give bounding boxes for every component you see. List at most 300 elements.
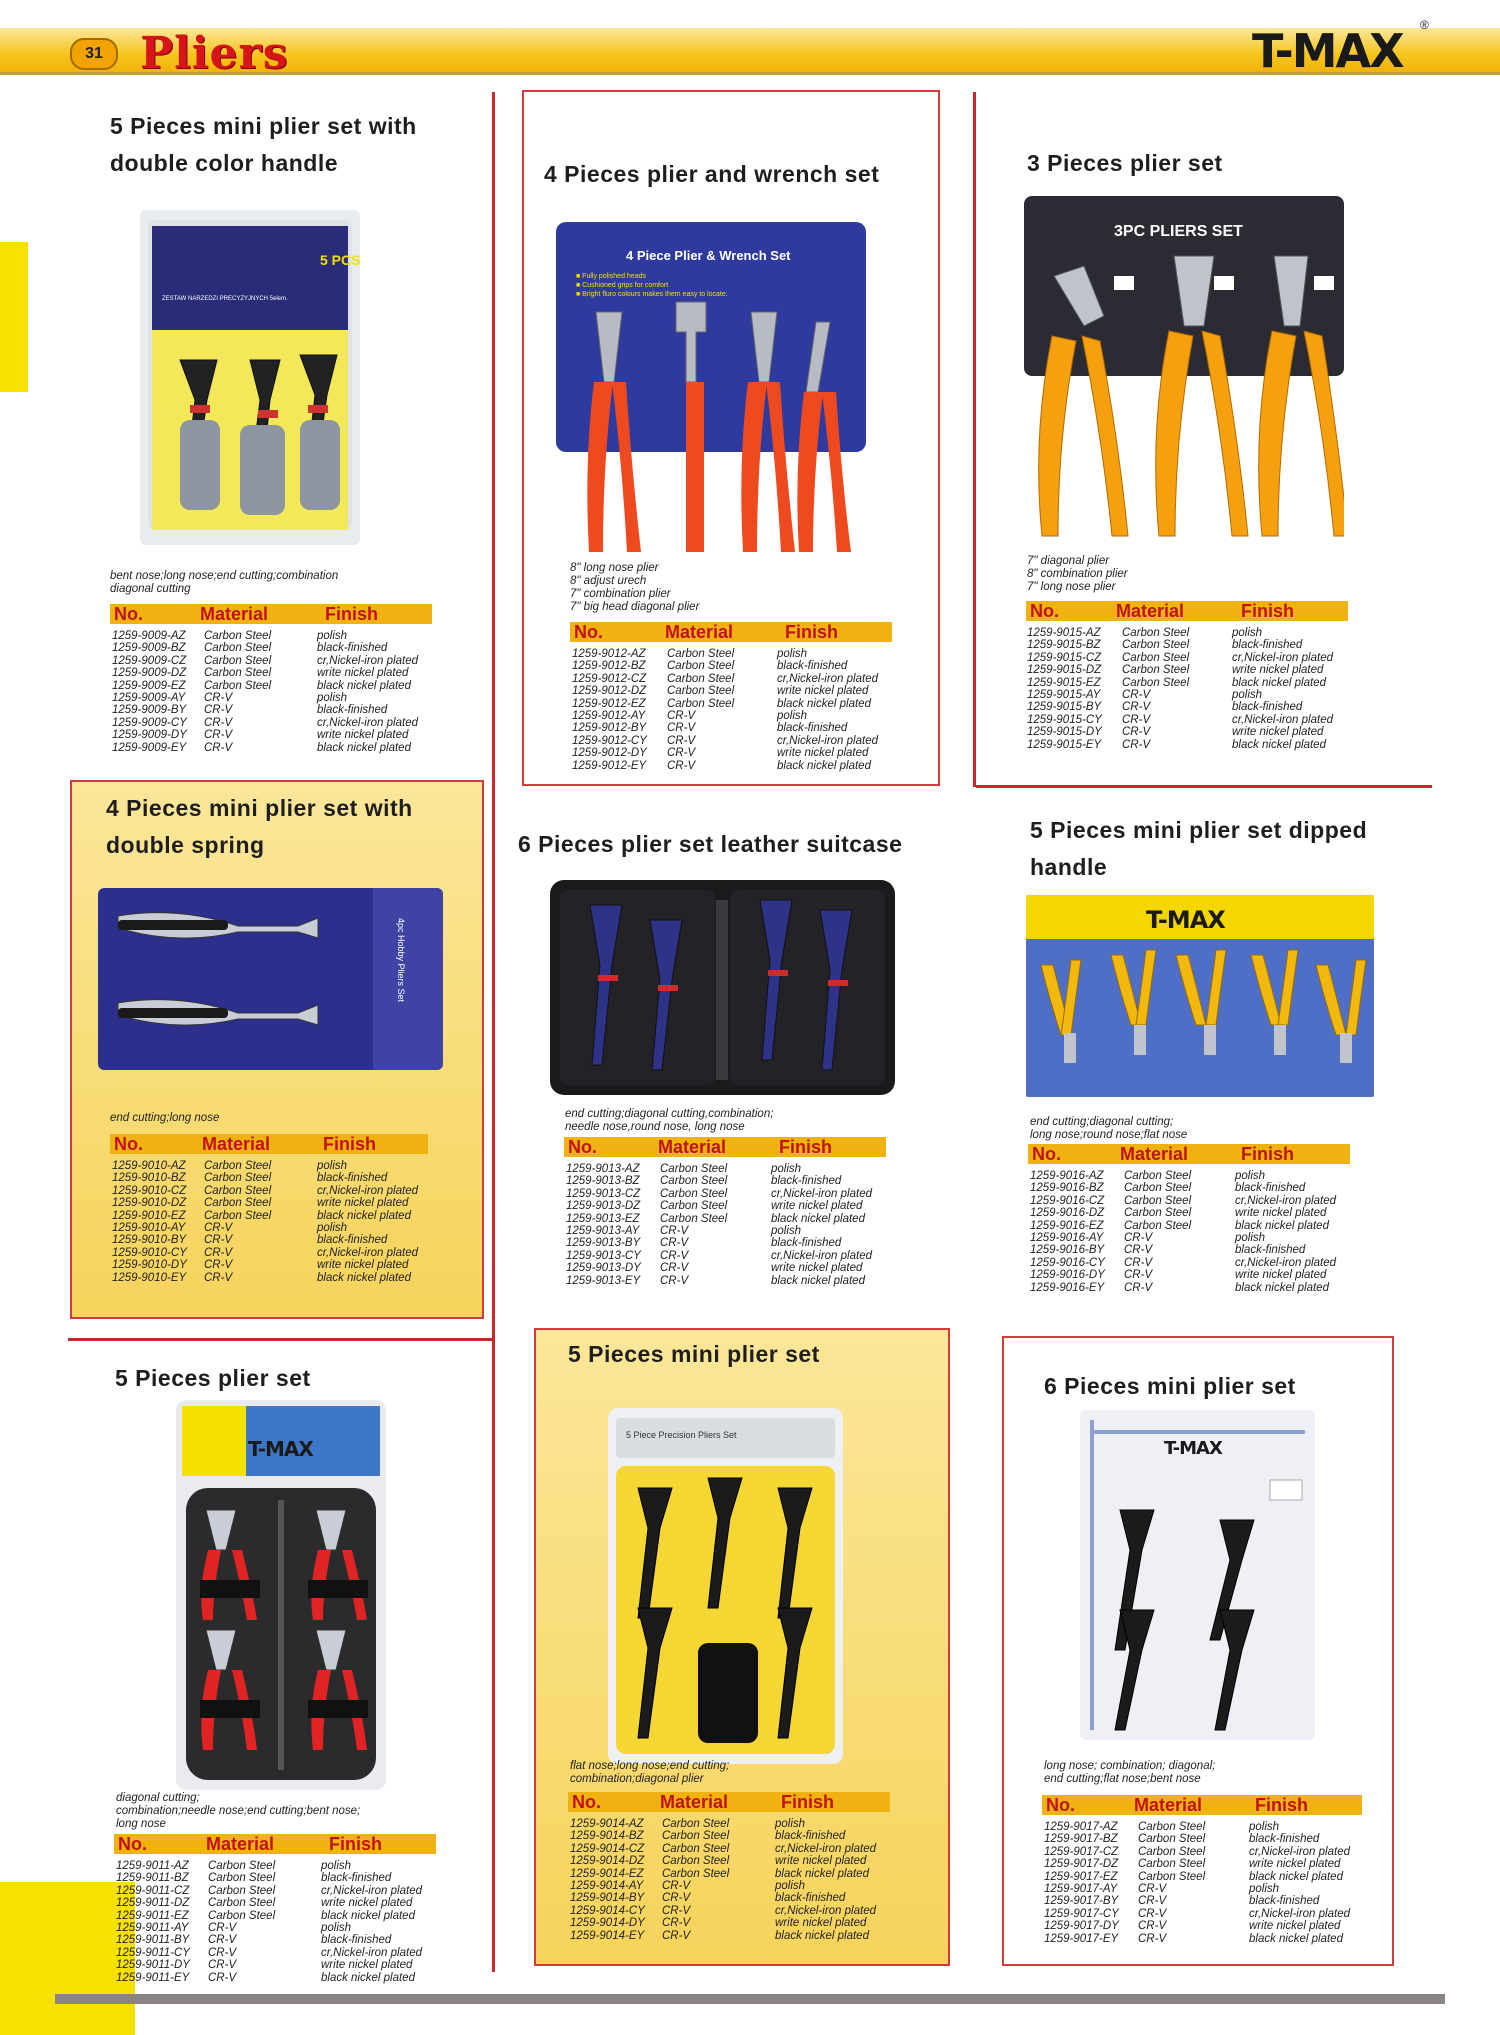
- plier-set-photo: [140, 210, 360, 545]
- cell-finish: cr,Nickel-iron plated: [775, 1904, 876, 1917]
- description-line: long nose; combination; diagonal;: [1044, 1760, 1216, 1772]
- cell-item-number: 1259-9013-DY: [566, 1262, 641, 1275]
- product-title: 5 Pieces mini plier set with double color handle: [110, 113, 417, 176]
- table-row: [570, 1930, 900, 1942]
- cell-material: CR-V: [1122, 738, 1151, 751]
- cell-finish: cr,Nickel-iron plated: [1235, 1194, 1336, 1207]
- cell-finish: write nickel plated: [321, 1959, 413, 1972]
- table-row: [112, 667, 442, 679]
- cell-finish: black-finished: [777, 660, 848, 673]
- cell-finish: black-finished: [1235, 1244, 1306, 1257]
- spec-table-header: [114, 1834, 436, 1854]
- cell-finish: polish: [1249, 1821, 1280, 1833]
- cell-material: Carbon Steel: [667, 685, 735, 698]
- description-line: 8" combination plier: [1027, 568, 1128, 580]
- cell-item-number: 1259-9011-CY: [116, 1946, 190, 1959]
- product-description: [1030, 1116, 1370, 1142]
- cell-material: CR-V: [660, 1262, 689, 1275]
- table-row: [566, 1200, 896, 1212]
- cell-material: Carbon Steel: [1138, 1833, 1206, 1846]
- cell-finish: polish: [1235, 1170, 1266, 1182]
- cell-item-number: 1259-9013-AY: [566, 1224, 640, 1237]
- cell-item-number: 1259-9017-DY: [1044, 1920, 1119, 1933]
- table-row: [1044, 1846, 1374, 1858]
- table-row: [1030, 1282, 1360, 1294]
- pack-label: 4 Piece Plier & Wrench Set: [626, 248, 791, 263]
- cell-material: CR-V: [1124, 1256, 1153, 1269]
- cell-item-number: 1259-9010-AY: [112, 1221, 186, 1234]
- table-row: [116, 1934, 446, 1946]
- cell-material: CR-V: [1122, 713, 1151, 726]
- table-row: [1044, 1858, 1374, 1870]
- table-row: [1044, 1833, 1374, 1845]
- plier-trio-photo: [1024, 196, 1344, 551]
- cell-finish: polish: [771, 1224, 802, 1237]
- product-description: [570, 1760, 930, 1786]
- col-material: Material: [665, 622, 734, 642]
- cell-finish: black nickel plated: [771, 1212, 865, 1225]
- col-finish: Finish: [329, 1834, 382, 1854]
- table-row: [116, 1947, 446, 1959]
- cell-material: CR-V: [208, 1959, 237, 1972]
- cell-item-number: 1259-9014-CZ: [570, 1842, 645, 1855]
- col-no: No.: [574, 622, 603, 642]
- cell-finish: black-finished: [775, 1830, 846, 1843]
- product-title: 6 Pieces plier set leather suitcase: [518, 831, 903, 857]
- table-row: [572, 722, 902, 734]
- cell-material: CR-V: [204, 1246, 233, 1259]
- cell-material: CR-V: [1138, 1895, 1167, 1908]
- table-row: [112, 1185, 442, 1197]
- cell-finish: polish: [317, 1160, 348, 1172]
- table-row: [116, 1910, 446, 1922]
- spec-table-header: [1026, 601, 1348, 621]
- svg-text:■ Fully polished heads: ■ Fully polished heads: [576, 273, 646, 280]
- table-row: [112, 1247, 442, 1259]
- cell-item-number: 1259-9014-DY: [570, 1917, 645, 1930]
- cell-material: Carbon Steel: [660, 1163, 728, 1175]
- description-line: 7" combination plier: [570, 588, 671, 600]
- col-no: No.: [568, 1137, 597, 1157]
- table-row: [572, 685, 902, 697]
- cell-finish: cr,Nickel-iron plated: [317, 1246, 418, 1259]
- cell-material: Carbon Steel: [208, 1897, 276, 1910]
- product-description: [110, 570, 450, 596]
- cell-finish: write nickel plated: [777, 747, 869, 760]
- cell-item-number: 1259-9013-CZ: [566, 1187, 641, 1200]
- cell-item-number: 1259-9012-EZ: [572, 697, 646, 710]
- cell-item-number: 1259-9010-EZ: [112, 1209, 186, 1222]
- table-row: [570, 1917, 900, 1929]
- cell-finish: write nickel plated: [321, 1897, 413, 1910]
- col-material: Material: [1120, 1144, 1189, 1164]
- cell-material: Carbon Steel: [1122, 627, 1190, 639]
- col-no: No.: [118, 1834, 147, 1854]
- registered-mark: ®: [1420, 18, 1429, 32]
- cell-material: Carbon Steel: [208, 1860, 276, 1872]
- cell-material: Carbon Steel: [204, 667, 272, 680]
- spec-table-rows: [1027, 627, 1357, 751]
- cell-material: CR-V: [662, 1917, 691, 1930]
- cell-finish: write nickel plated: [317, 1259, 409, 1272]
- table-row: [1044, 1895, 1374, 1907]
- cell-item-number: 1259-9011-BZ: [116, 1872, 189, 1885]
- description-line: 7" big head diagonal plier: [570, 601, 700, 613]
- cell-item-number: 1259-9012-AY: [572, 709, 646, 722]
- cell-material: CR-V: [660, 1237, 689, 1250]
- cell-material: Carbon Steel: [204, 679, 272, 692]
- cell-item-number: 1259-9013-CY: [566, 1249, 641, 1262]
- leather-case-photo: [550, 880, 895, 1095]
- cell-finish: write nickel plated: [317, 667, 409, 680]
- cell-item-number: 1259-9012-EY: [572, 759, 647, 772]
- cell-finish: polish: [777, 648, 808, 660]
- cell-item-number: 1259-9015-BY: [1027, 701, 1102, 714]
- cell-item-number: 1259-9011-AZ: [116, 1860, 189, 1872]
- cell-item-number: 1259-9009-BY: [112, 704, 187, 717]
- table-row: [1027, 677, 1357, 689]
- cell-material: CR-V: [1124, 1244, 1153, 1257]
- description-line: 7" diagonal plier: [1027, 555, 1110, 567]
- cell-finish: black nickel plated: [1235, 1281, 1329, 1294]
- cell-item-number: 1259-9017-CZ: [1044, 1845, 1119, 1858]
- table-row: [566, 1225, 896, 1237]
- cell-material: CR-V: [204, 1234, 233, 1247]
- product-photo: [1080, 1410, 1315, 1740]
- cell-material: CR-V: [660, 1274, 689, 1287]
- cell-item-number: 1259-9011-BY: [116, 1934, 190, 1947]
- cell-finish: cr,Nickel-iron plated: [1249, 1907, 1350, 1920]
- cell-material: Carbon Steel: [1124, 1194, 1192, 1207]
- spec-table-header: [570, 622, 892, 642]
- table-row: [570, 1830, 900, 1842]
- cell-item-number: 1259-9009-CZ: [112, 654, 187, 667]
- table-row: [112, 655, 442, 667]
- cell-finish: write nickel plated: [1235, 1207, 1327, 1220]
- cell-item-number: 1259-9009-DZ: [112, 667, 187, 680]
- table-row: [1027, 664, 1357, 676]
- cell-item-number: 1259-9010-EY: [112, 1271, 187, 1284]
- cell-item-number: 1259-9011-DZ: [116, 1897, 190, 1910]
- cell-material: Carbon Steel: [667, 697, 735, 710]
- cell-material: CR-V: [204, 691, 233, 704]
- cell-material: CR-V: [204, 704, 233, 717]
- table-row: [572, 747, 902, 759]
- cell-material: Carbon Steel: [1138, 1821, 1206, 1833]
- cell-material: Carbon Steel: [204, 654, 272, 667]
- cell-material: CR-V: [1138, 1882, 1167, 1895]
- table-row: [1027, 639, 1357, 651]
- col-material: Material: [1116, 601, 1185, 621]
- cell-finish: black nickel plated: [317, 1271, 411, 1284]
- cell-finish: black nickel plated: [771, 1274, 865, 1287]
- table-row: [566, 1188, 896, 1200]
- cell-material: CR-V: [662, 1879, 691, 1892]
- cell-finish: cr,Nickel-iron plated: [771, 1187, 872, 1200]
- table-row: [1030, 1182, 1360, 1194]
- table-row: [1030, 1207, 1360, 1219]
- cell-finish: polish: [775, 1818, 806, 1830]
- cell-material: CR-V: [662, 1892, 691, 1905]
- description-line: end cutting;flat nose;bent nose: [1044, 1773, 1201, 1785]
- cell-finish: black nickel plated: [321, 1909, 415, 1922]
- cell-item-number: 1259-9015-DY: [1027, 726, 1102, 739]
- cell-item-number: 1259-9016-AY: [1030, 1231, 1104, 1244]
- table-row: [112, 1234, 442, 1246]
- col-finish: Finish: [785, 622, 838, 642]
- cell-material: CR-V: [1124, 1281, 1153, 1294]
- cell-finish: polish: [317, 691, 348, 704]
- cell-finish: write nickel plated: [1232, 726, 1324, 739]
- table-row: [566, 1175, 896, 1187]
- page-number: 31: [70, 38, 118, 70]
- cell-material: CR-V: [667, 709, 696, 722]
- cell-item-number: 1259-9011-AY: [116, 1921, 189, 1934]
- description-line: flat nose;long nose;end cutting;: [570, 1760, 730, 1772]
- cell-item-number: 1259-9016-AZ: [1030, 1170, 1104, 1182]
- table-row: [1044, 1871, 1374, 1883]
- cell-item-number: 1259-9011-EY: [116, 1971, 190, 1984]
- cell-item-number: 1259-9014-BY: [570, 1892, 645, 1905]
- product-title: 3 Pieces plier set: [1027, 150, 1223, 176]
- cell-finish: write nickel plated: [1235, 1269, 1327, 1282]
- cell-finish: polish: [771, 1163, 802, 1175]
- table-row: [112, 692, 442, 704]
- cell-finish: cr,Nickel-iron plated: [1235, 1256, 1336, 1269]
- table-row: [572, 673, 902, 685]
- brand-name: T-MAX: [1252, 24, 1403, 78]
- table-row: [1027, 701, 1357, 713]
- cell-material: Carbon Steel: [1122, 651, 1190, 664]
- table-row: [116, 1860, 446, 1872]
- table-row: [112, 1272, 442, 1284]
- col-finish: Finish: [1241, 601, 1294, 621]
- col-finish: Finish: [1241, 1144, 1294, 1164]
- cell-material: Carbon Steel: [662, 1818, 730, 1830]
- table-row: [116, 1959, 446, 1971]
- cell-material: Carbon Steel: [204, 1172, 272, 1185]
- cell-finish: polish: [317, 630, 348, 642]
- cell-material: Carbon Steel: [204, 1197, 272, 1210]
- cell-item-number: 1259-9013-BY: [566, 1237, 641, 1250]
- cell-material: Carbon Steel: [208, 1872, 276, 1885]
- table-row: [572, 735, 902, 747]
- product-description: [1044, 1760, 1384, 1786]
- description-line: end cutting;diagonal cutting;: [1030, 1116, 1174, 1128]
- cell-item-number: 1259-9014-AZ: [570, 1818, 644, 1830]
- brand-logo: [1230, 12, 1430, 78]
- cell-item-number: 1259-9012-CY: [572, 734, 647, 747]
- cell-item-number: 1259-9017-CY: [1044, 1907, 1119, 1920]
- cell-material: Carbon Steel: [660, 1200, 728, 1213]
- svg-text:■ Bright fluro colours makes t: ■ Bright fluro colours makes them easy to locate.: [576, 291, 728, 298]
- table-row: [570, 1905, 900, 1917]
- table-row: [1044, 1920, 1374, 1932]
- double-spring-photo: [98, 888, 443, 1070]
- table-row: [570, 1892, 900, 1904]
- cell-finish: write nickel plated: [775, 1855, 867, 1868]
- table-row: [116, 1897, 446, 1909]
- cell-item-number: 1259-9016-EZ: [1030, 1219, 1104, 1232]
- product-description: [110, 1112, 450, 1125]
- table-row: [566, 1250, 896, 1262]
- col-material: Material: [206, 1834, 275, 1854]
- cell-material: Carbon Steel: [1124, 1207, 1192, 1220]
- spec-table-header: [564, 1137, 886, 1157]
- description-line: diagonal cutting;: [116, 1792, 200, 1804]
- section-divider: [976, 785, 1432, 788]
- section-divider-left: [68, 1338, 495, 1341]
- cell-material: Carbon Steel: [662, 1867, 730, 1880]
- cell-item-number: 1259-9017-AZ: [1044, 1821, 1118, 1833]
- description-line: combination;needle nose;end cutting;bent nose;: [116, 1805, 361, 1817]
- cell-material: Carbon Steel: [667, 648, 735, 660]
- table-row: [570, 1818, 900, 1830]
- plier-wrench-photo: [556, 222, 866, 557]
- cell-item-number: 1259-9015-EY: [1027, 738, 1102, 751]
- pack-label: T-MAX: [248, 1437, 313, 1461]
- spec-table-header: [568, 1792, 890, 1812]
- cell-material: CR-V: [1122, 701, 1151, 714]
- cell-item-number: 1259-9014-CY: [570, 1904, 645, 1917]
- cell-finish: write nickel plated: [775, 1917, 867, 1930]
- cell-finish: black-finished: [777, 722, 848, 735]
- cell-item-number: 1259-9011-DY: [116, 1959, 190, 1972]
- spec-table-rows: [1044, 1821, 1374, 1945]
- description-line: needle nose,round nose, long nose: [565, 1121, 745, 1133]
- table-row: [1044, 1883, 1374, 1895]
- pack-label: T-MAX: [1164, 1438, 1222, 1459]
- cell-finish: cr,Nickel-iron plated: [777, 672, 878, 685]
- product-photo: [98, 888, 443, 1070]
- cell-finish: write nickel plated: [1232, 664, 1324, 677]
- cell-finish: cr,Nickel-iron plated: [321, 1884, 422, 1897]
- mini-six-photo: [1080, 1410, 1315, 1740]
- cell-finish: black-finished: [1249, 1895, 1320, 1908]
- cell-item-number: 1259-9010-CZ: [112, 1184, 187, 1197]
- cell-material: Carbon Steel: [1124, 1170, 1192, 1182]
- cell-finish: black-finished: [321, 1872, 392, 1885]
- cell-finish: black nickel plated: [1232, 738, 1326, 751]
- table-row: [1044, 1933, 1374, 1945]
- cell-material: Carbon Steel: [660, 1187, 728, 1200]
- cell-item-number: 1259-9009-BZ: [112, 642, 186, 655]
- table-row: [566, 1213, 896, 1225]
- footer-rule: [55, 1994, 1445, 2004]
- table-row: [112, 642, 442, 654]
- cell-item-number: 1259-9017-EY: [1044, 1932, 1119, 1945]
- product-description: [570, 562, 910, 614]
- product-photo: [1026, 895, 1374, 1097]
- cell-material: Carbon Steel: [660, 1212, 728, 1225]
- table-row: [566, 1237, 896, 1249]
- table-row: [1044, 1908, 1374, 1920]
- table-row: [572, 760, 902, 772]
- table-row: [1030, 1170, 1360, 1182]
- cell-item-number: 1259-9012-CZ: [572, 672, 647, 685]
- cell-finish: write nickel plated: [317, 1197, 409, 1210]
- cell-material: CR-V: [660, 1224, 689, 1237]
- cell-finish: cr,Nickel-iron plated: [1249, 1845, 1350, 1858]
- cell-material: CR-V: [204, 1221, 233, 1234]
- product-description: [116, 1792, 456, 1831]
- cell-material: CR-V: [662, 1929, 691, 1942]
- cell-item-number: 1259-9010-DZ: [112, 1197, 187, 1210]
- table-row: [112, 717, 442, 729]
- cell-item-number: 1259-9014-AY: [570, 1879, 644, 1892]
- description-line: diagonal cutting: [110, 583, 191, 595]
- cell-item-number: 1259-9015-CY: [1027, 713, 1102, 726]
- cell-material: Carbon Steel: [667, 672, 735, 685]
- spec-table-rows: [116, 1860, 446, 1984]
- cell-material: CR-V: [204, 741, 233, 754]
- col-no: No.: [1030, 601, 1059, 621]
- table-row: [112, 1172, 442, 1184]
- table-row: [1027, 726, 1357, 738]
- cell-finish: black nickel plated: [1235, 1219, 1329, 1232]
- cell-item-number: 1259-9017-BZ: [1044, 1833, 1118, 1846]
- cell-finish: cr,Nickel-iron plated: [321, 1946, 422, 1959]
- cell-item-number: 1259-9016-CY: [1030, 1256, 1105, 1269]
- cell-item-number: 1259-9012-BY: [572, 722, 647, 735]
- cell-material: Carbon Steel: [208, 1884, 276, 1897]
- cell-material: CR-V: [1138, 1920, 1167, 1933]
- cell-item-number: 1259-9016-BY: [1030, 1244, 1105, 1257]
- description-line: end cutting;long nose: [110, 1112, 220, 1124]
- cell-finish: cr,Nickel-iron plated: [317, 716, 418, 729]
- product-photo: [176, 1400, 386, 1790]
- cell-item-number: 1259-9011-EZ: [116, 1909, 189, 1922]
- cell-finish: polish: [1249, 1882, 1280, 1895]
- cell-finish: black nickel plated: [317, 741, 411, 754]
- product-title: 4 Pieces mini plier set with double spring: [106, 795, 413, 858]
- cell-finish: cr,Nickel-iron plated: [775, 1842, 876, 1855]
- table-row: [1027, 627, 1357, 639]
- cell-material: Carbon Steel: [1138, 1858, 1206, 1871]
- cell-material: CR-V: [1124, 1269, 1153, 1282]
- spec-table-rows: [572, 648, 902, 772]
- cell-finish: black nickel plated: [1232, 676, 1326, 689]
- table-row: [116, 1872, 446, 1884]
- table-row: [112, 1210, 442, 1222]
- cell-material: CR-V: [204, 1259, 233, 1272]
- spec-table-header: [1042, 1795, 1362, 1815]
- cell-finish: polish: [1232, 688, 1263, 701]
- cell-item-number: 1259-9016-DY: [1030, 1269, 1105, 1282]
- cell-finish: black nickel plated: [317, 1209, 411, 1222]
- cell-material: CR-V: [667, 734, 696, 747]
- cell-finish: polish: [777, 709, 808, 722]
- cell-item-number: 1259-9016-DZ: [1030, 1207, 1105, 1220]
- product-title: 5 Pieces mini plier set dipped handle: [1030, 817, 1368, 880]
- table-row: [1030, 1269, 1360, 1281]
- table-row: [112, 1197, 442, 1209]
- cell-finish: black-finished: [317, 642, 388, 655]
- zip-case-photo: [176, 1400, 386, 1790]
- cell-material: CR-V: [208, 1934, 237, 1947]
- cell-material: CR-V: [208, 1921, 237, 1934]
- cell-finish: black-finished: [1232, 701, 1303, 714]
- cell-finish: cr,Nickel-iron plated: [1232, 713, 1333, 726]
- cell-material: Carbon Steel: [204, 630, 272, 642]
- description-line: 8" long nose plier: [570, 562, 659, 574]
- cell-item-number: 1259-9013-BZ: [566, 1175, 640, 1188]
- cell-material: CR-V: [1122, 688, 1151, 701]
- cell-material: CR-V: [204, 729, 233, 742]
- cell-material: Carbon Steel: [1122, 676, 1190, 689]
- cell-finish: black-finished: [775, 1892, 846, 1905]
- page-title: Pliers: [140, 28, 289, 79]
